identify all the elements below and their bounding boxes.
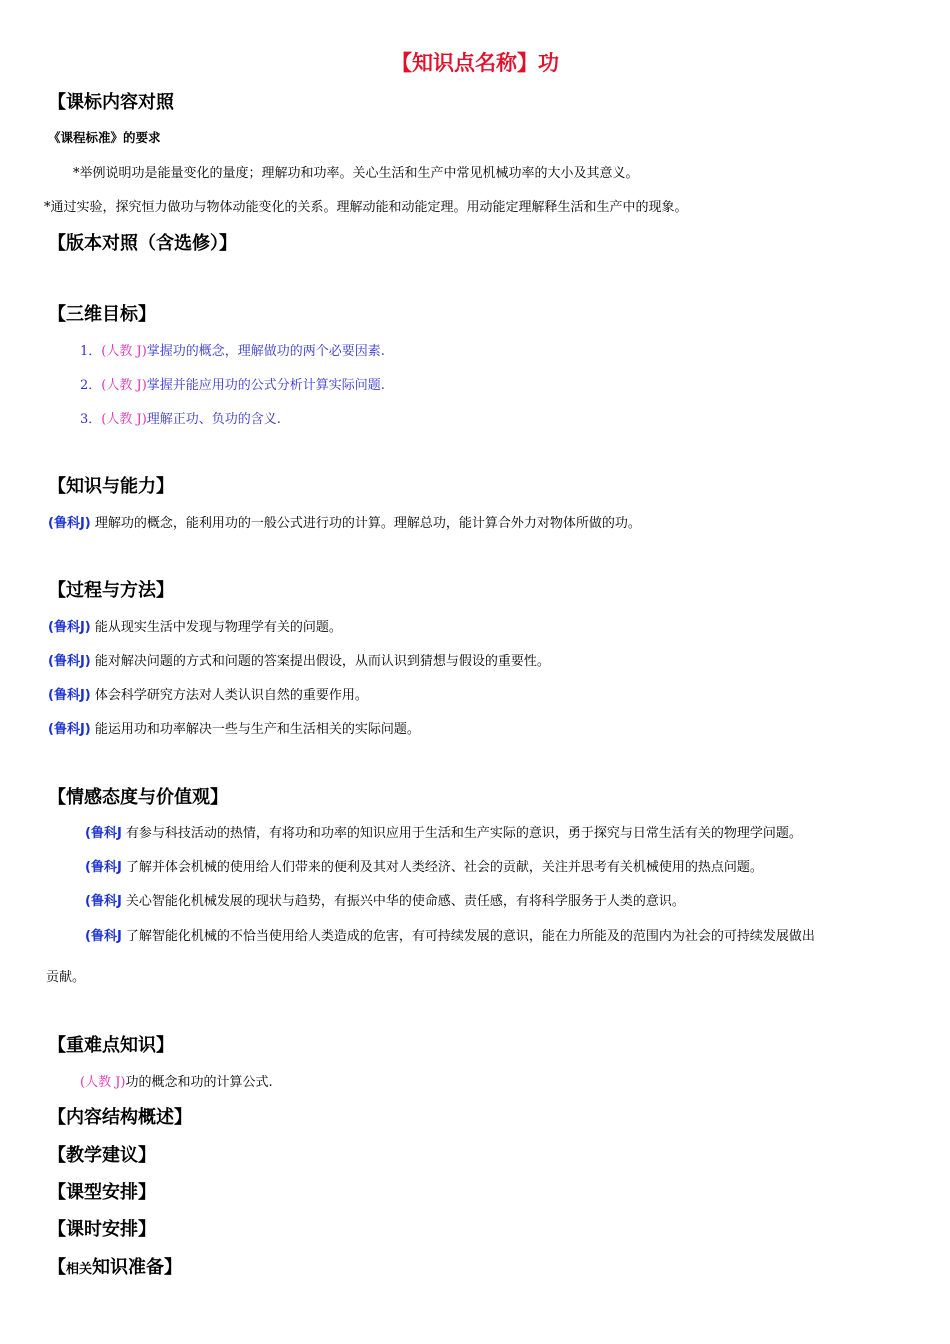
heading-emotion: 【情感态度与价值观】: [48, 787, 228, 808]
goal-text: 掌握并能应用功的公式分析计算实际问题.: [146, 378, 385, 393]
emotion-tag: (鲁科J: [85, 826, 122, 841]
process-text: 体会科学研究方法对人类认识自然的重要作用。: [94, 688, 368, 703]
process-tag: (鲁科J): [48, 654, 91, 669]
emotion-tag: (鲁科J: [85, 860, 122, 875]
goal-tag: (人教 J): [101, 344, 147, 359]
process-text: 能从现实生活中发现与物理学有关的问题。: [94, 620, 342, 635]
goal-number: 2．: [80, 378, 102, 393]
curriculum-line-2: *通过实验，探究恒力做功与物体动能变化的关系。理解动能和动能定理。用动能定理解释生活和生产中的现象。: [44, 200, 688, 215]
goal-tag: (人教 J): [101, 412, 147, 427]
difficult-tag: (人教 J): [80, 1075, 126, 1090]
emotion-item: [85, 890, 685, 909]
emotion-text: 有参与科技活动的热情，有将功和功率的知识应用于生活和生产实际的意识，勇于探究与日常生活有关的物理学问题。: [125, 826, 802, 841]
process-item: [48, 684, 368, 703]
process-tag: (鲁科J): [48, 688, 91, 703]
knowledge-text: 理解功的概念，能利用功的一般公式进行功的计算。理解总功，能计算合外力对物体所做的功。: [94, 516, 641, 531]
goal-item: [80, 408, 281, 427]
heading-structure: 【内容结构概述】: [48, 1107, 192, 1128]
goal-tag: (人教 J): [101, 378, 147, 393]
heading-difficult: 【重难点知识】: [48, 1035, 174, 1056]
difficult-item: [80, 1071, 273, 1090]
process-text: 能对解决问题的方式和问题的答案提出假设，从而认识到猜想与假设的重要性。: [94, 654, 550, 669]
process-item: [48, 616, 342, 635]
goal-number: 3．: [80, 412, 102, 427]
heading-lesson-time: 【课时安排】: [48, 1219, 156, 1240]
heading-process: 【过程与方法】: [48, 580, 174, 601]
goal-number: 1．: [80, 344, 102, 359]
prep-bracket: 【: [48, 1257, 66, 1278]
curriculum-line-1: *举例说明功是能量变化的量度；理解功和功率。关心生活和生产中常见机械功率的大小及其意义。: [73, 166, 639, 181]
goal-text: 理解正功、负功的含义.: [146, 412, 281, 427]
prep-rest: 知识准备】: [92, 1257, 183, 1278]
emotion-text: 关心智能化机械发展的现状与趋势，有振兴中华的使命感、责任感，有将科学服务于人类的意识。: [125, 894, 685, 909]
goal-text: 掌握功的概念，理解做功的两个必要因素.: [146, 344, 385, 359]
goal-item: [80, 374, 385, 393]
heading-prep: [48, 1253, 182, 1279]
process-item: [48, 718, 420, 737]
process-tag: (鲁科J): [48, 722, 91, 737]
curriculum-subtitle: 《课程标准》的要求: [48, 130, 161, 145]
heading-curriculum: 【课标内容对照: [48, 92, 174, 113]
emotion-item: [85, 822, 802, 841]
emotion-item: [85, 856, 763, 875]
heading-version: 【版本对照（含选修）】: [48, 233, 237, 254]
heading-goals: 【三维目标】: [48, 304, 156, 325]
emotion-continuation: 贡献。: [46, 970, 86, 985]
goal-item: [80, 340, 385, 359]
emotion-tag: (鲁科J: [85, 929, 122, 944]
process-item: [48, 650, 550, 669]
knowledge-tag: (鲁科J): [48, 516, 91, 531]
heading-teaching: 【教学建议】: [48, 1145, 156, 1166]
emotion-text: 了解智能化机械的不恰当使用给人类造成的危害，有可持续发展的意识，能在力所能及的范围内为社会的可持续发展做出: [125, 929, 815, 944]
prep-small: 相关: [66, 1262, 93, 1277]
page-title: 【知识点名称】功: [391, 51, 559, 75]
knowledge-item: [48, 512, 641, 531]
heading-knowledge: 【知识与能力】: [48, 476, 174, 497]
heading-lesson-type: 【课型安排】: [48, 1182, 156, 1203]
emotion-item: [85, 925, 815, 944]
process-text: 能运用功和功率解决一些与生产和生活相关的实际问题。: [94, 722, 420, 737]
difficult-text: 功的概念和功的计算公式.: [125, 1075, 273, 1090]
emotion-tag: (鲁科J: [85, 894, 122, 909]
process-tag: (鲁科J): [48, 620, 91, 635]
emotion-text: 了解并体会机械的使用给人们带来的便利及其对人类经济、社会的贡献，关注并思考有关机械使用的热点问题。: [125, 860, 763, 875]
